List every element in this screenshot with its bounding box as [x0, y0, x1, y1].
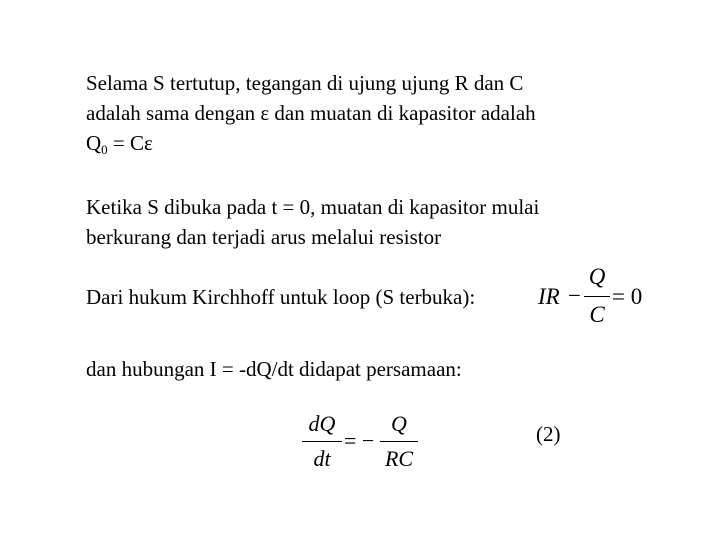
- paragraph-closed-switch: [86, 68, 646, 165]
- equation-minus: −: [568, 283, 581, 308]
- rhs-denominator: RC: [384, 446, 414, 471]
- equation-rhs: = 0: [612, 284, 643, 309]
- charge-subscript: 0: [101, 142, 108, 157]
- text-line: berkurang dan terjadi arus melalui resistor: [86, 225, 442, 249]
- paragraph-current-relation: dan hubungan I = -dQ/dt didapat persamaan:: [86, 357, 462, 381]
- fraction-bar: [584, 296, 610, 297]
- equals-minus: = −: [344, 428, 375, 453]
- lhs-fraction-bar: [302, 441, 342, 442]
- equation-number: (2): [536, 422, 561, 446]
- text-line: [86, 128, 646, 165]
- text-line: Selama S tertutup, tegangan di ujung ujung R dan C: [86, 71, 524, 95]
- rhs-fraction-bar: [380, 441, 418, 442]
- charge-symbol: Q: [86, 131, 102, 155]
- text-line: Ketika S dibuka pada t = 0, muatan di kapasitor mulai: [86, 195, 540, 219]
- fraction-numerator: Q: [588, 264, 606, 289]
- charge-expression: = Cε: [107, 131, 153, 155]
- paragraph-open-switch: [86, 192, 646, 252]
- text-line: adalah sama dengan ε dan muatan di kapasitor adalah: [86, 101, 536, 125]
- fraction-denominator: C: [589, 302, 605, 327]
- rhs-numerator: Q: [391, 411, 407, 436]
- lhs-numerator: dQ: [308, 411, 336, 436]
- lhs-denominator: dt: [313, 446, 331, 471]
- equation-lhs: IR: [538, 284, 560, 309]
- paragraph-kirchhoff: Dari hukum Kirchhoff untuk loop (S terbuka):: [86, 285, 476, 309]
